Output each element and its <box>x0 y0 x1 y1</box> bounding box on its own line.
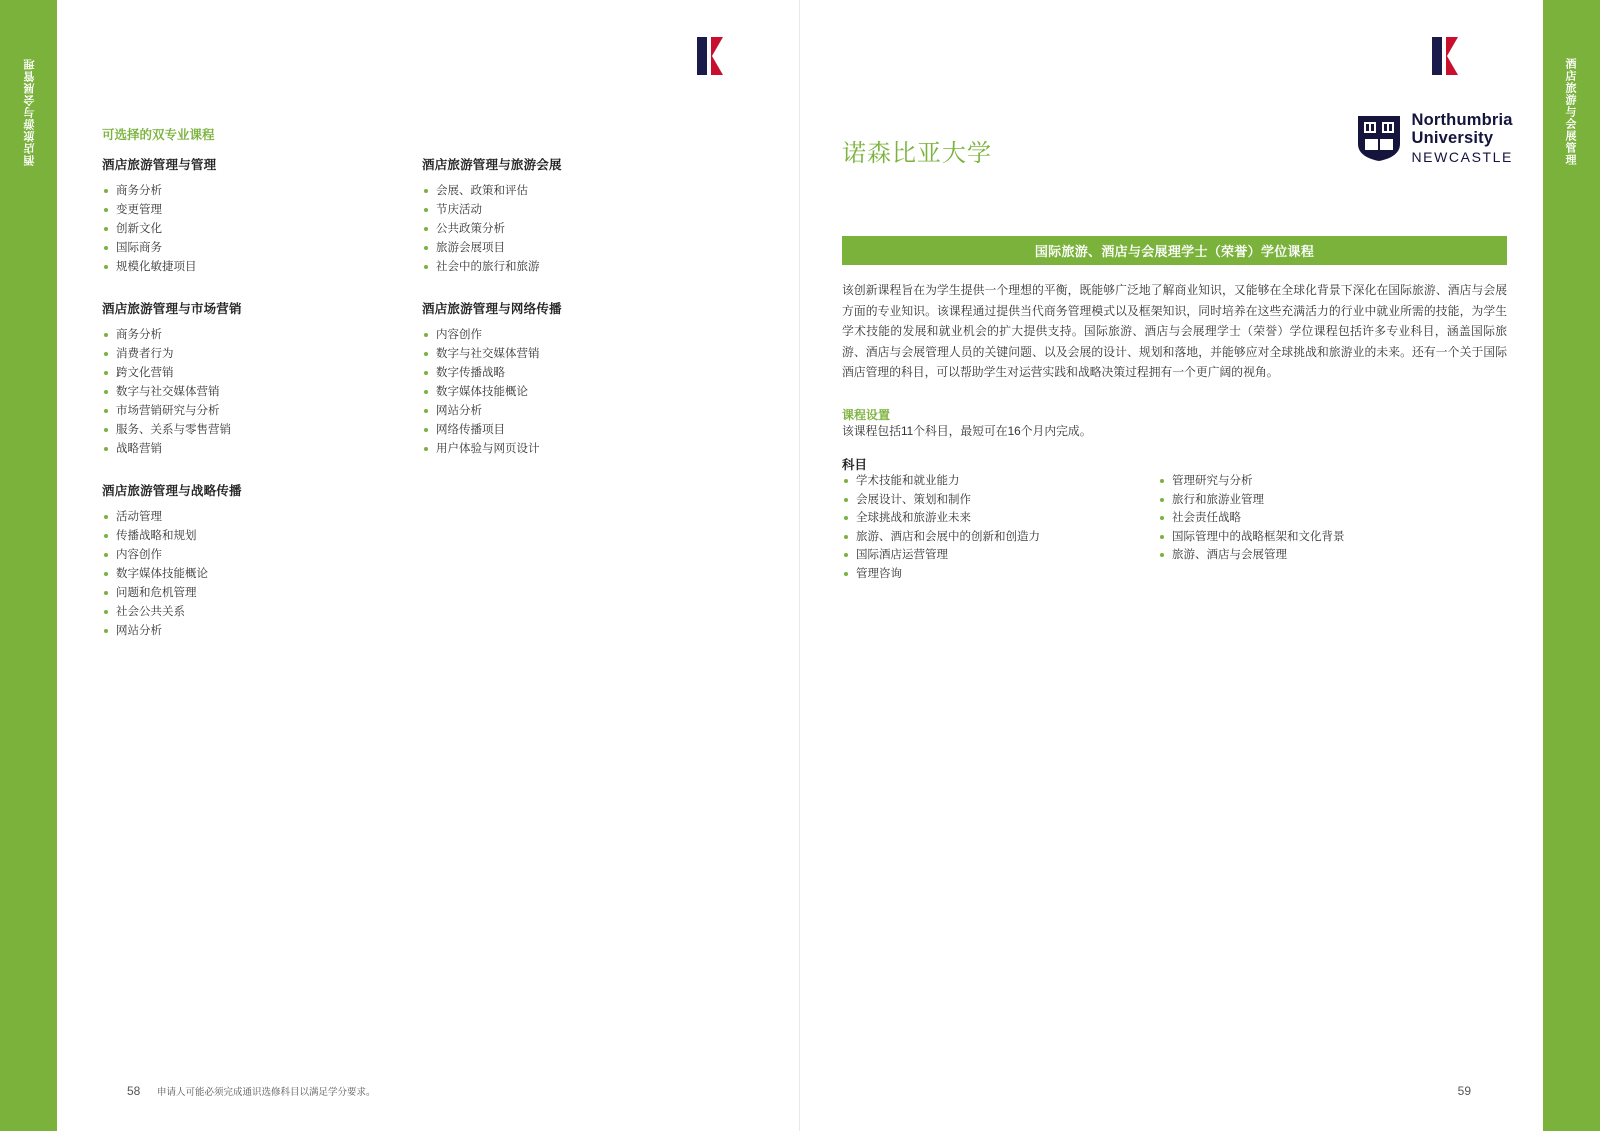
list-item: 变更管理 <box>102 201 402 220</box>
program-group <box>422 299 722 459</box>
left-band-label: 酒店旅游与会展管理 <box>24 58 36 166</box>
list-item: 数字媒体技能概论 <box>102 565 402 584</box>
list-item: 管理研究与分析 <box>1158 472 1488 491</box>
course-setup-heading: 课程设置 <box>842 408 891 422</box>
right-page <box>800 0 1543 1131</box>
list-item: 消费者行为 <box>102 345 402 364</box>
program-group <box>102 481 402 641</box>
list-item: 网站分析 <box>102 622 402 641</box>
list-item: 战略营销 <box>102 440 402 459</box>
list-item: 商务分析 <box>102 182 402 201</box>
list-item: 市场营销研究与分析 <box>102 402 402 421</box>
group-title: 酒店旅游管理与管理 <box>102 158 217 172</box>
list-item: 活动管理 <box>102 508 402 527</box>
list-item: 网络传播项目 <box>422 421 722 440</box>
list-item: 管理咨询 <box>842 565 1162 584</box>
group-title: 酒店旅游管理与战略传播 <box>102 484 242 498</box>
subjects-column-a <box>842 472 1162 583</box>
course-list <box>102 182 402 277</box>
list-item: 数字与社交媒体营销 <box>102 383 402 402</box>
course-list <box>102 326 402 459</box>
left-column-a <box>102 155 402 663</box>
list-item: 节庆活动 <box>422 201 722 220</box>
list-item: 学术技能和就业能力 <box>842 472 1162 491</box>
group-title: 酒店旅游管理与市场营销 <box>102 302 242 316</box>
list-item: 数字传播战略 <box>422 364 722 383</box>
left-page <box>57 0 799 1131</box>
list-item: 国际管理中的战略框架和文化背景 <box>1158 528 1488 547</box>
northumbria-logo <box>1356 112 1513 165</box>
list-item: 旅游、酒店和会展中的创新和创造力 <box>842 528 1162 547</box>
course-list <box>422 326 722 459</box>
left-column-b <box>422 155 722 481</box>
logo-line-3: NEWCASTLE <box>1411 148 1513 165</box>
page-number-left: 58 <box>127 1084 141 1098</box>
left-green-band <box>0 0 57 1131</box>
footnote-text: 申请人可能必须完成通识选修科目以满足学分要求。 <box>157 1087 376 1098</box>
subject-list <box>842 472 1162 583</box>
program-group <box>422 155 722 277</box>
program-banner: 国际旅游、酒店与会展理学士（荣誉）学位课程 <box>842 236 1507 265</box>
list-item: 数字媒体技能概论 <box>422 383 722 402</box>
course-list <box>102 508 402 641</box>
list-item: 国际商务 <box>102 239 402 258</box>
list-item: 会展、政策和评估 <box>422 182 722 201</box>
list-item: 内容创作 <box>102 546 402 565</box>
list-item: 规模化敏捷项目 <box>102 258 402 277</box>
list-item: 会展设计、策划和制作 <box>842 491 1162 510</box>
list-item: 商务分析 <box>102 326 402 345</box>
right-band-label: 酒店旅游与会展管理 <box>1564 58 1576 166</box>
program-group <box>102 155 402 277</box>
list-item: 服务、关系与零售营销 <box>102 421 402 440</box>
program-description: 该创新课程旨在为学生提供一个理想的平衡，既能够广泛地了解商业知识，又能够在全球化背景下深化在国际旅游、酒店与会展方面的专业知识。该课程通过提供当代商务管理模式以及框架知识，同时培养在这些充满活力的行业中就业所需的技能，为学生学术技能的发展和就业机会的扩大提供支持。国际旅游、酒店与会展理学士（荣誉）学位课程包括许多专业科目，涵盖国际旅游、酒店与会展管理人员的关键问题、以及会展的设计、规划和落地，并能够应对全球挑战和旅游业的未来。还有一个关于国际酒店管理的科目，可以帮助学生对运营实践和战略决策过程拥有一个更广阔的视角。 <box>842 283 1507 379</box>
list-item: 内容创作 <box>422 326 722 345</box>
shield-icon <box>1356 114 1402 162</box>
group-title: 酒店旅游管理与旅游会展 <box>422 158 562 172</box>
list-item: 旅游会展项目 <box>422 239 722 258</box>
course-setup-text: 该课程包括11个科目，最短可在16个月内完成。 <box>842 424 1092 438</box>
northumbria-wordmark <box>1411 112 1513 165</box>
program-group <box>102 299 402 459</box>
list-item: 社会责任战略 <box>1158 509 1488 528</box>
course-list <box>422 182 722 277</box>
list-item: 数字与社交媒体营销 <box>422 345 722 364</box>
list-item: 公共政策分析 <box>422 220 722 239</box>
subject-list <box>1158 472 1488 565</box>
group-title: 酒店旅游管理与网络传播 <box>422 302 562 316</box>
logo-line-2: University <box>1411 128 1494 147</box>
list-item: 跨文化营销 <box>102 364 402 383</box>
right-green-band <box>1543 0 1600 1131</box>
list-item: 社会公共关系 <box>102 603 402 622</box>
list-item: 国际酒店运营管理 <box>842 546 1162 565</box>
subjects-column-b <box>1158 472 1488 565</box>
list-item: 全球挑战和旅游业未来 <box>842 509 1162 528</box>
logo-line-1: Northumbria <box>1411 111 1513 129</box>
subjects-heading: 科目 <box>842 458 868 472</box>
list-item: 创新文化 <box>102 220 402 239</box>
university-name: 诺森比亚大学 <box>842 140 992 167</box>
list-item: 旅游、酒店与会展管理 <box>1158 546 1488 565</box>
list-item: 传播战略和规划 <box>102 527 402 546</box>
optional-dual-major-title: 可选择的双专业课程 <box>102 128 215 142</box>
page-number-right: 59 <box>1457 1084 1471 1098</box>
list-item: 用户体验与网页设计 <box>422 440 722 459</box>
list-item: 社会中的旅行和旅游 <box>422 258 722 277</box>
list-item: 问题和危机管理 <box>102 584 402 603</box>
list-item: 网站分析 <box>422 402 722 421</box>
list-item: 旅行和旅游业管理 <box>1158 491 1488 510</box>
